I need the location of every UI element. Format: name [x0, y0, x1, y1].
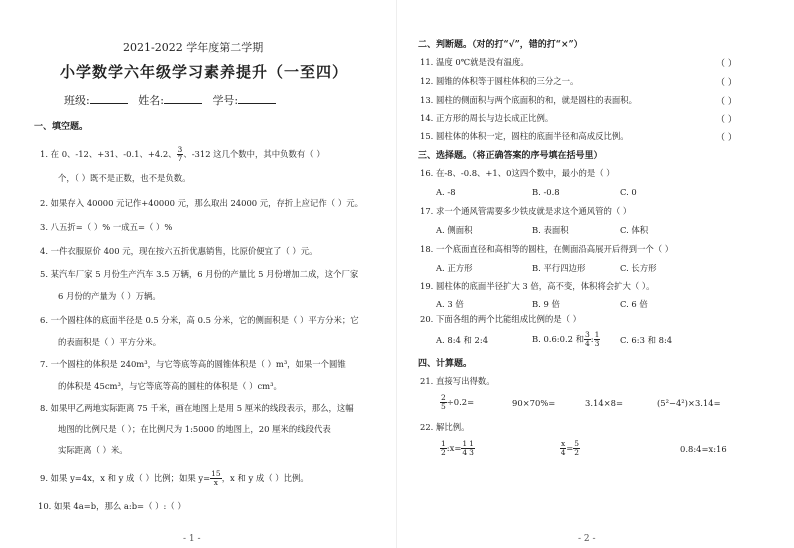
p1-mid: :x= [446, 443, 462, 453]
question-9 [40, 470, 309, 487]
q1-tail: 、-312 这几个数中，其中负数有（ ） [183, 149, 325, 159]
question-1 [40, 146, 325, 163]
numerator: 1 [469, 439, 474, 448]
question-5: 5. 某汽车厂家 5 月份生产汽车 3.5 万辆，6 月份的产量比 5 月份增加二成，这个厂家 [40, 269, 359, 279]
page-number-left: - 1 - [183, 534, 201, 544]
numerator: 2 [441, 393, 446, 402]
q1-text: 1. 在 0、-12、+31、-0.1、+4.2、 [40, 149, 177, 159]
denominator: 4 [462, 448, 468, 457]
q16-option-a[interactable]: A. -8 [436, 187, 456, 197]
question-22: 22. 解比例。 [420, 422, 470, 432]
numerator: 1 [462, 439, 468, 448]
q20-option-a[interactable]: A. 8:4 和 2:4 [436, 335, 489, 345]
question-20: 20. 下面各组的两个比能组成比例的是（ ） [420, 314, 582, 324]
q17-option-c[interactable]: C. 体积 [620, 225, 649, 235]
denominator: x [213, 478, 219, 487]
fraction [468, 440, 475, 457]
fraction [440, 440, 447, 457]
numerator: 3 [177, 145, 183, 154]
name-blank[interactable] [164, 94, 202, 104]
section-calculation: 四、计算题。 [418, 359, 473, 369]
answer-paren-14[interactable]: （ ） [716, 115, 737, 125]
denominator: 4 [584, 339, 590, 348]
denominator: 5 [441, 402, 446, 411]
fraction [461, 440, 468, 457]
denominator: 2 [441, 448, 446, 457]
q18-option-c[interactable]: C. 长方形 [620, 263, 657, 273]
calc-item-3: 3.14×8= [585, 398, 624, 408]
answer-paren-13[interactable]: （ ） [716, 97, 737, 107]
question-13: 13. 圆柱的侧面积与两个底面积的和，就是圆柱的表面积。 [420, 95, 637, 105]
question-17: 17. 求一个通风管需要多少铁皮就是求这个通风管的（ ） [420, 206, 632, 216]
question-5-line2: 6 月份的产量为（ ）万辆。 [58, 291, 161, 301]
numerator: x [561, 439, 566, 448]
question-21: 21. 直接写出得数。 [420, 376, 495, 386]
question-7-line2: 的体积是 45cm³，与它等底等高的圆柱的体积是（ ）cm³。 [58, 381, 282, 391]
proportion-3: 0.8:4=x:16 [680, 444, 727, 454]
page-title: 小学数学六年级学习素养提升（一至四） [60, 63, 349, 81]
q9-text-a: 9. 如果 y=4x，x 和 y 成（ ）比例；如果 y= [40, 473, 211, 483]
fraction [584, 331, 591, 348]
denominator: 4 [560, 448, 566, 457]
answer-paren-12[interactable]: （ ） [716, 78, 737, 88]
proportion-2 [560, 440, 580, 457]
q18-option-b[interactable]: B. 平行四边形 [532, 263, 586, 273]
q19-option-a[interactable]: A. 3 倍 [436, 299, 464, 309]
question-1-line2: 个，（ ）既不是正数，也不是负数。 [58, 173, 191, 183]
question-7: 7. 一个圆柱的体积是 240m³，与它等底等高的圆锥体积是（ ）m³，如果一个圆锥 [40, 359, 346, 369]
calc-item-1 [440, 394, 474, 411]
fraction [573, 440, 580, 457]
question-4: 4. 一件衣服原价 400 元，现在按六五折优惠销售，比原价便宜了（ ）元。 [40, 246, 318, 256]
id-label: 学号: [212, 94, 239, 107]
question-2: 2. 如果存入 40000 元记作+40000 元，那么取出 24000 元，存折上应记作（ ）元。 [40, 198, 363, 208]
question-10: 10. 如果 4a=b，那么 a:b=（ ）:（ ） [38, 501, 186, 511]
calc-item-4: (5²−4²)×3.14= [657, 398, 721, 408]
question-3: 3. 八五折=（ ）% 一成五=（ ）% [40, 222, 173, 232]
q9-text-b: ，x 和 y 成（ ）比例。 [221, 473, 309, 483]
section-fill-blank: 一、填空题。 [34, 122, 89, 132]
q16-option-c[interactable]: C. 0 [620, 187, 637, 197]
answer-paren-11[interactable]: （ ） [716, 59, 737, 69]
question-6: 6. 一个圆柱体的底面半径是 0.5 分米，高 0.5 分米，它的侧面积是（ ）平方分米；它 [40, 315, 359, 325]
question-18: 18. 一个底面直径和高相等的圆柱，在侧面沿高展开后得到一个（ ） [420, 244, 674, 254]
q20-option-c[interactable]: C. 6:3 和 8:4 [620, 335, 673, 345]
denominator: 7 [177, 154, 183, 163]
fraction [594, 331, 601, 348]
calc1-expr: ÷0.2= [446, 397, 475, 407]
q19-option-b[interactable]: B. 9 倍 [532, 299, 560, 309]
p2-eq: = [566, 443, 574, 453]
school-year: 2021-2022 学年度第二学期 [123, 41, 264, 54]
numerator: 3 [584, 330, 590, 339]
calc-item-2: 90×70%= [512, 398, 556, 408]
question-6-line2: 的表面积是（ ）平方分米。 [58, 337, 162, 347]
question-8: 8. 如果甲乙两地实际距离 75 千米，画在地图上是用 5 厘米的线段表示，那么，这幅 [40, 403, 354, 413]
numerator: 1 [441, 439, 446, 448]
page-divider [396, 0, 397, 548]
class-blank[interactable] [90, 94, 128, 104]
q20-option-b[interactable]: B. 0.6:0.2 和 $\frac{3}{4}$ : $\frac{1}{3}$ [532, 330, 600, 348]
question-12: 12. 圆锥的体积等于圆柱体积的三分之一。 [420, 76, 579, 86]
id-blank[interactable] [238, 94, 276, 104]
proportion-1 [440, 440, 475, 457]
question-11: 11. 温度 0℃就是没有温度。 [420, 57, 529, 67]
q20-option-b-text: B. 0.6:0.2 和 [532, 334, 584, 344]
q17-option-b[interactable]: B. 表面积 [532, 225, 569, 235]
class-label: 班级: [64, 94, 90, 107]
q16-option-b[interactable]: B. -0.8 [532, 187, 560, 197]
question-8-line3: 实际距离（ ）米。 [58, 445, 128, 455]
question-19: 19. 圆柱体的底面半径扩大 3 倍，高不变，体积将会扩大（ ）。 [420, 281, 655, 291]
question-15: 15. 圆柱体的体积一定，圆柱的底面半径和高成反比例。 [420, 131, 629, 141]
section-multiple-choice: 三、选择题。（将正确答案的序号填在括号里） [418, 151, 603, 161]
numerator: 1 [594, 330, 600, 339]
answer-paren-15[interactable]: （ ） [716, 133, 737, 143]
question-8-line2: 地图的比例尺是（ ）；在比例尺为 1:5000 的地图上，20 厘米的线段代表 [58, 424, 331, 434]
q17-option-a[interactable]: A. 侧面积 [436, 225, 473, 235]
student-info [64, 92, 276, 108]
question-14: 14. 正方形的周长与边长成正比例。 [420, 113, 554, 123]
name-label: 姓名: [138, 94, 164, 107]
q18-option-a[interactable]: A. 正方形 [436, 263, 473, 273]
section-true-false: 二、判断题。（对的打“√”，错的打“×”） [418, 40, 583, 50]
denominator: 3 [594, 339, 600, 348]
denominator: 2 [574, 448, 580, 457]
page-number-right: - 2 - [578, 534, 596, 544]
denominator: 3 [469, 448, 474, 457]
fraction [210, 470, 222, 487]
q19-option-c[interactable]: C. 6 倍 [620, 299, 648, 309]
fraction [440, 394, 447, 411]
numerator: 15 [211, 469, 221, 478]
numerator: 5 [574, 439, 580, 448]
question-16: 16. 在-8、-0.8、+1、0这四个数中，最小的是（ ） [420, 168, 615, 178]
